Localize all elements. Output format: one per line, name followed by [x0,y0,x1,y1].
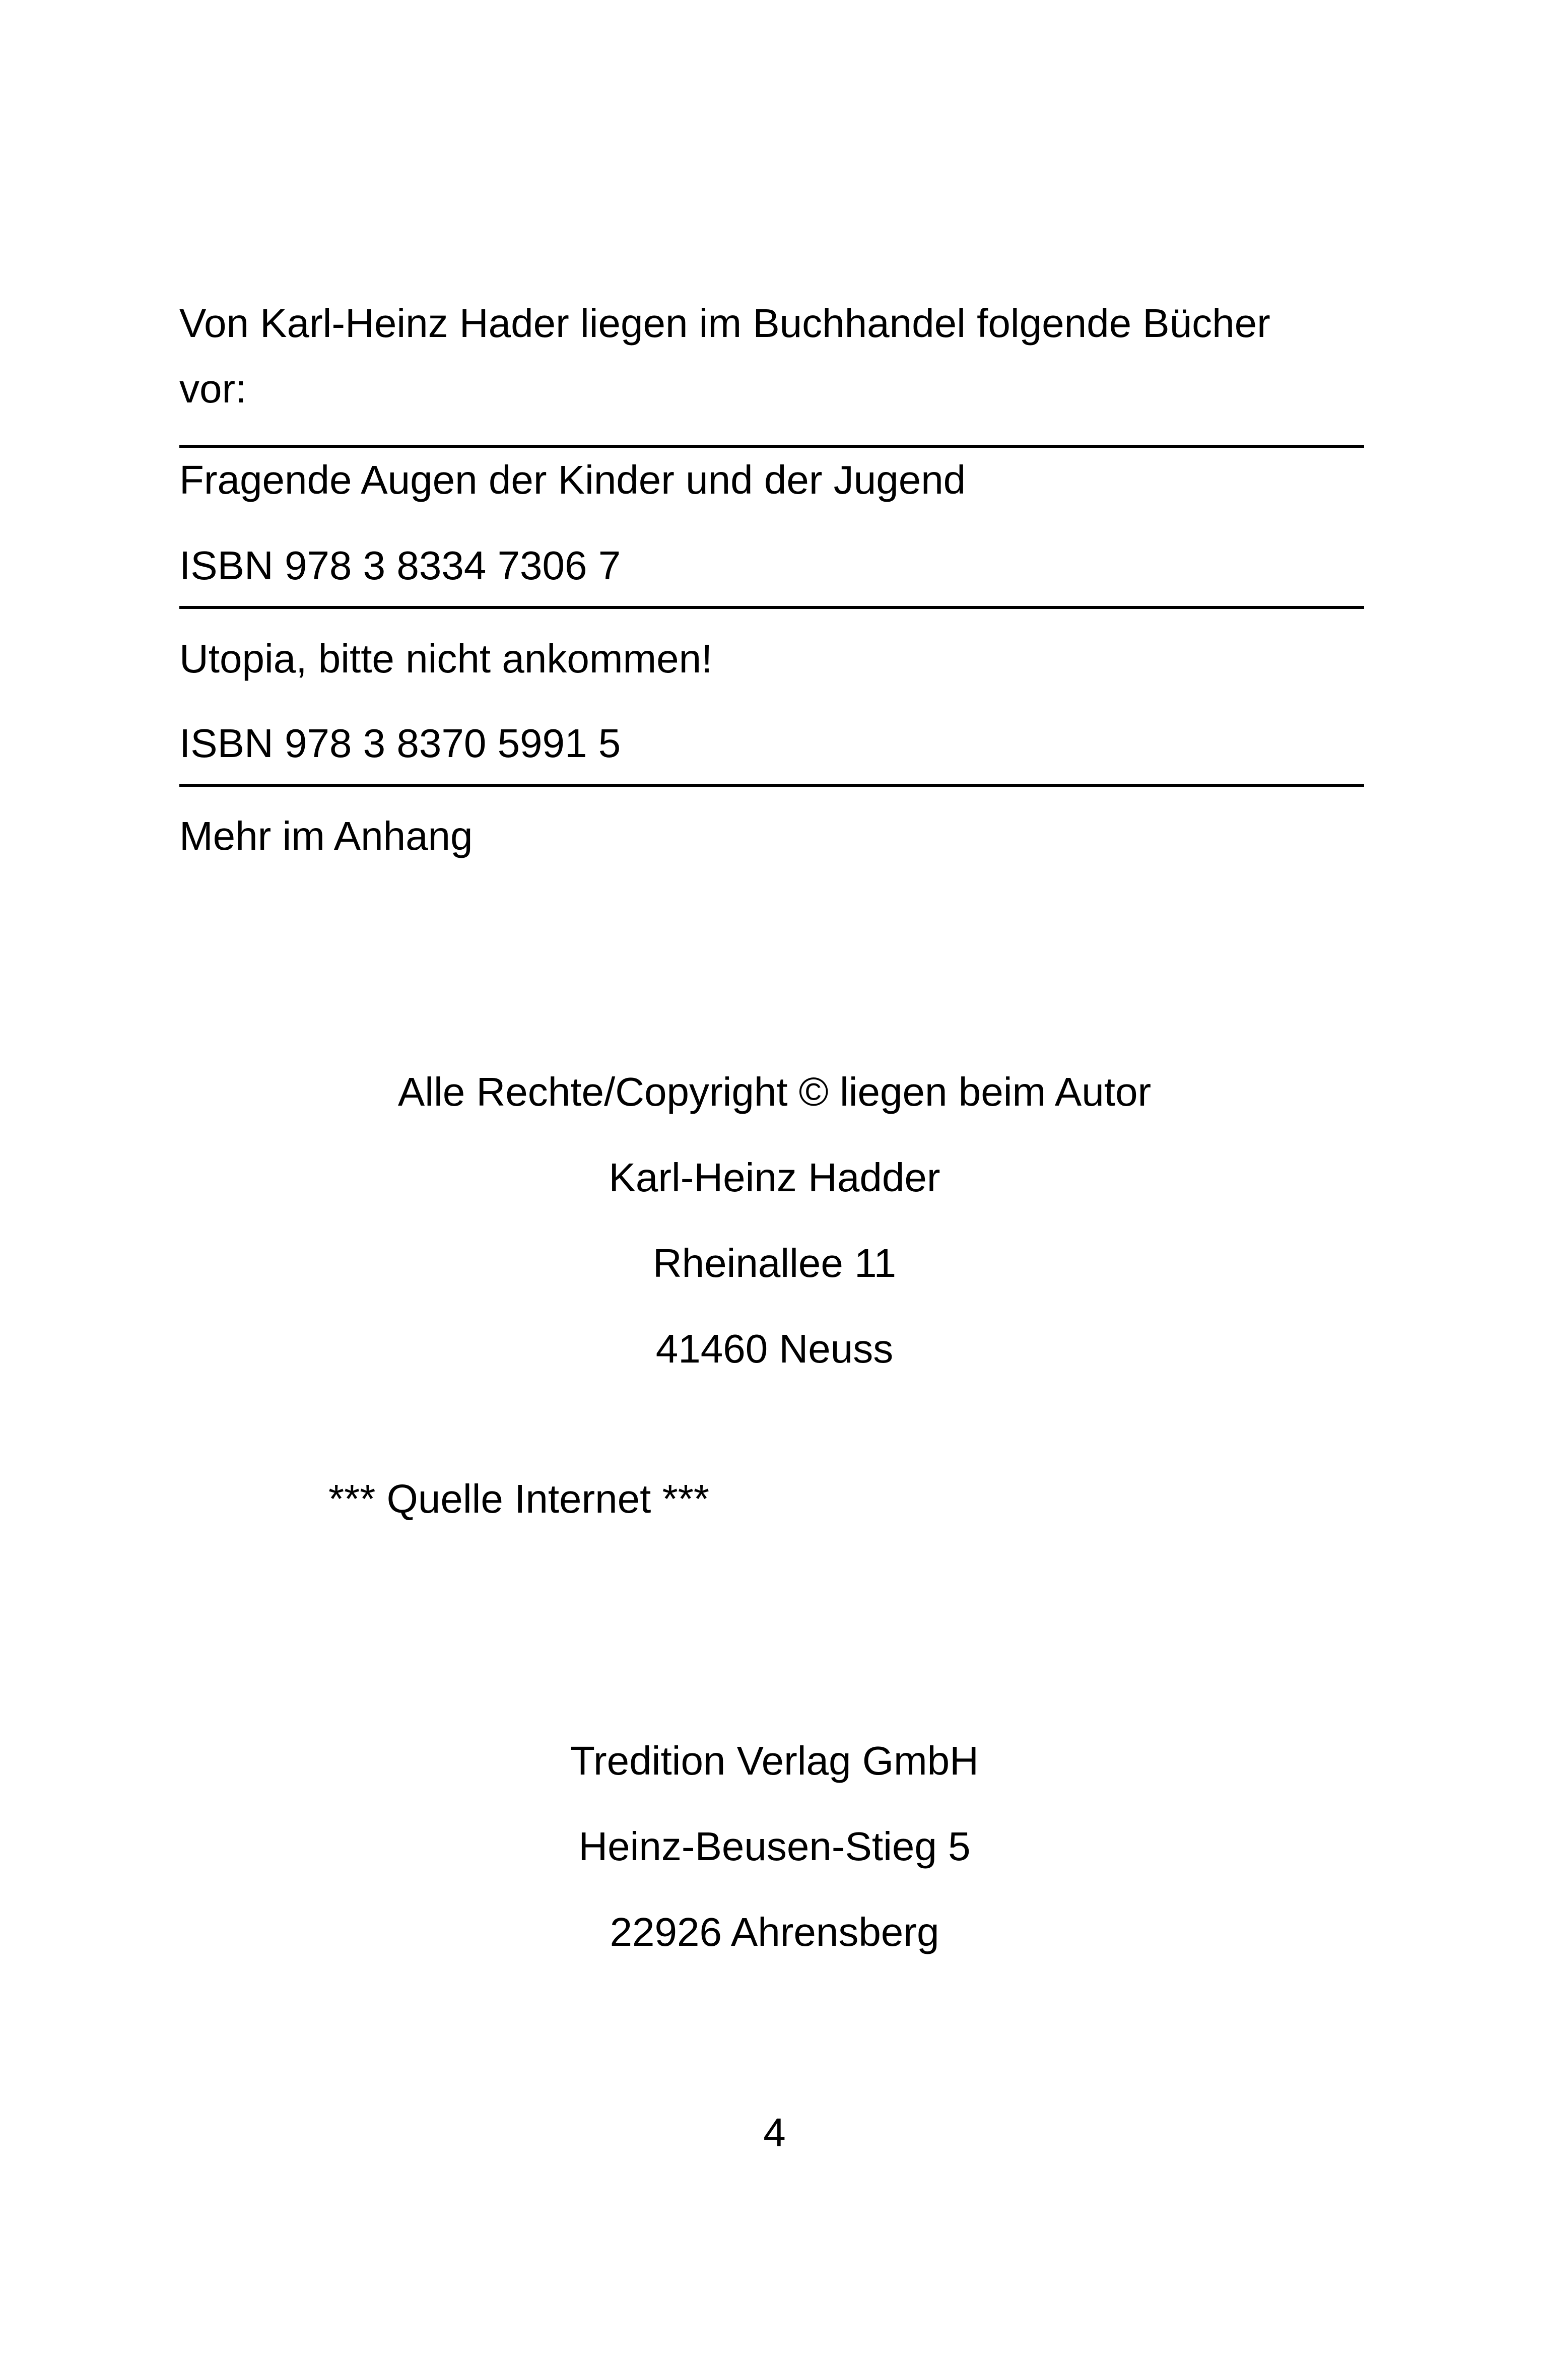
source-note: *** Quelle Internet *** [328,1476,710,1521]
author-city: 41460 Neuss [655,1326,894,1371]
divider [179,606,1364,609]
book-isbn-1: ISBN 978 3 8334 7306 7 [179,543,621,588]
copyright-line: Alle Rechte/Copyright © liegen beim Autor [397,1069,1152,1114]
book-isbn-2: ISBN 978 3 8370 5991 5 [179,721,621,766]
intro-line-1: Von Karl-Heinz Hader liegen im Buchhandel folgende Bücher [179,301,1270,346]
page-number: 4 [763,2110,786,2155]
more-in-appendix: Mehr im Anhang [179,813,473,858]
publisher-name: Tredition Verlag GmbH [570,1738,979,1783]
divider [179,784,1364,787]
book-title-1: Fragende Augen der Kinder und der Jugend [179,457,966,502]
author-name: Karl-Heinz Hadder [609,1155,940,1200]
intro-line-2: vor: [179,366,247,411]
publisher-street: Heinz-Beusen-Stieg 5 [578,1824,971,1869]
book-title-2: Utopia, bitte nicht ankommen! [179,636,713,681]
publisher-city: 22926 Ahrensberg [610,1910,939,1954]
author-street: Rheinallee 11 [652,1241,897,1285]
divider [179,445,1364,448]
